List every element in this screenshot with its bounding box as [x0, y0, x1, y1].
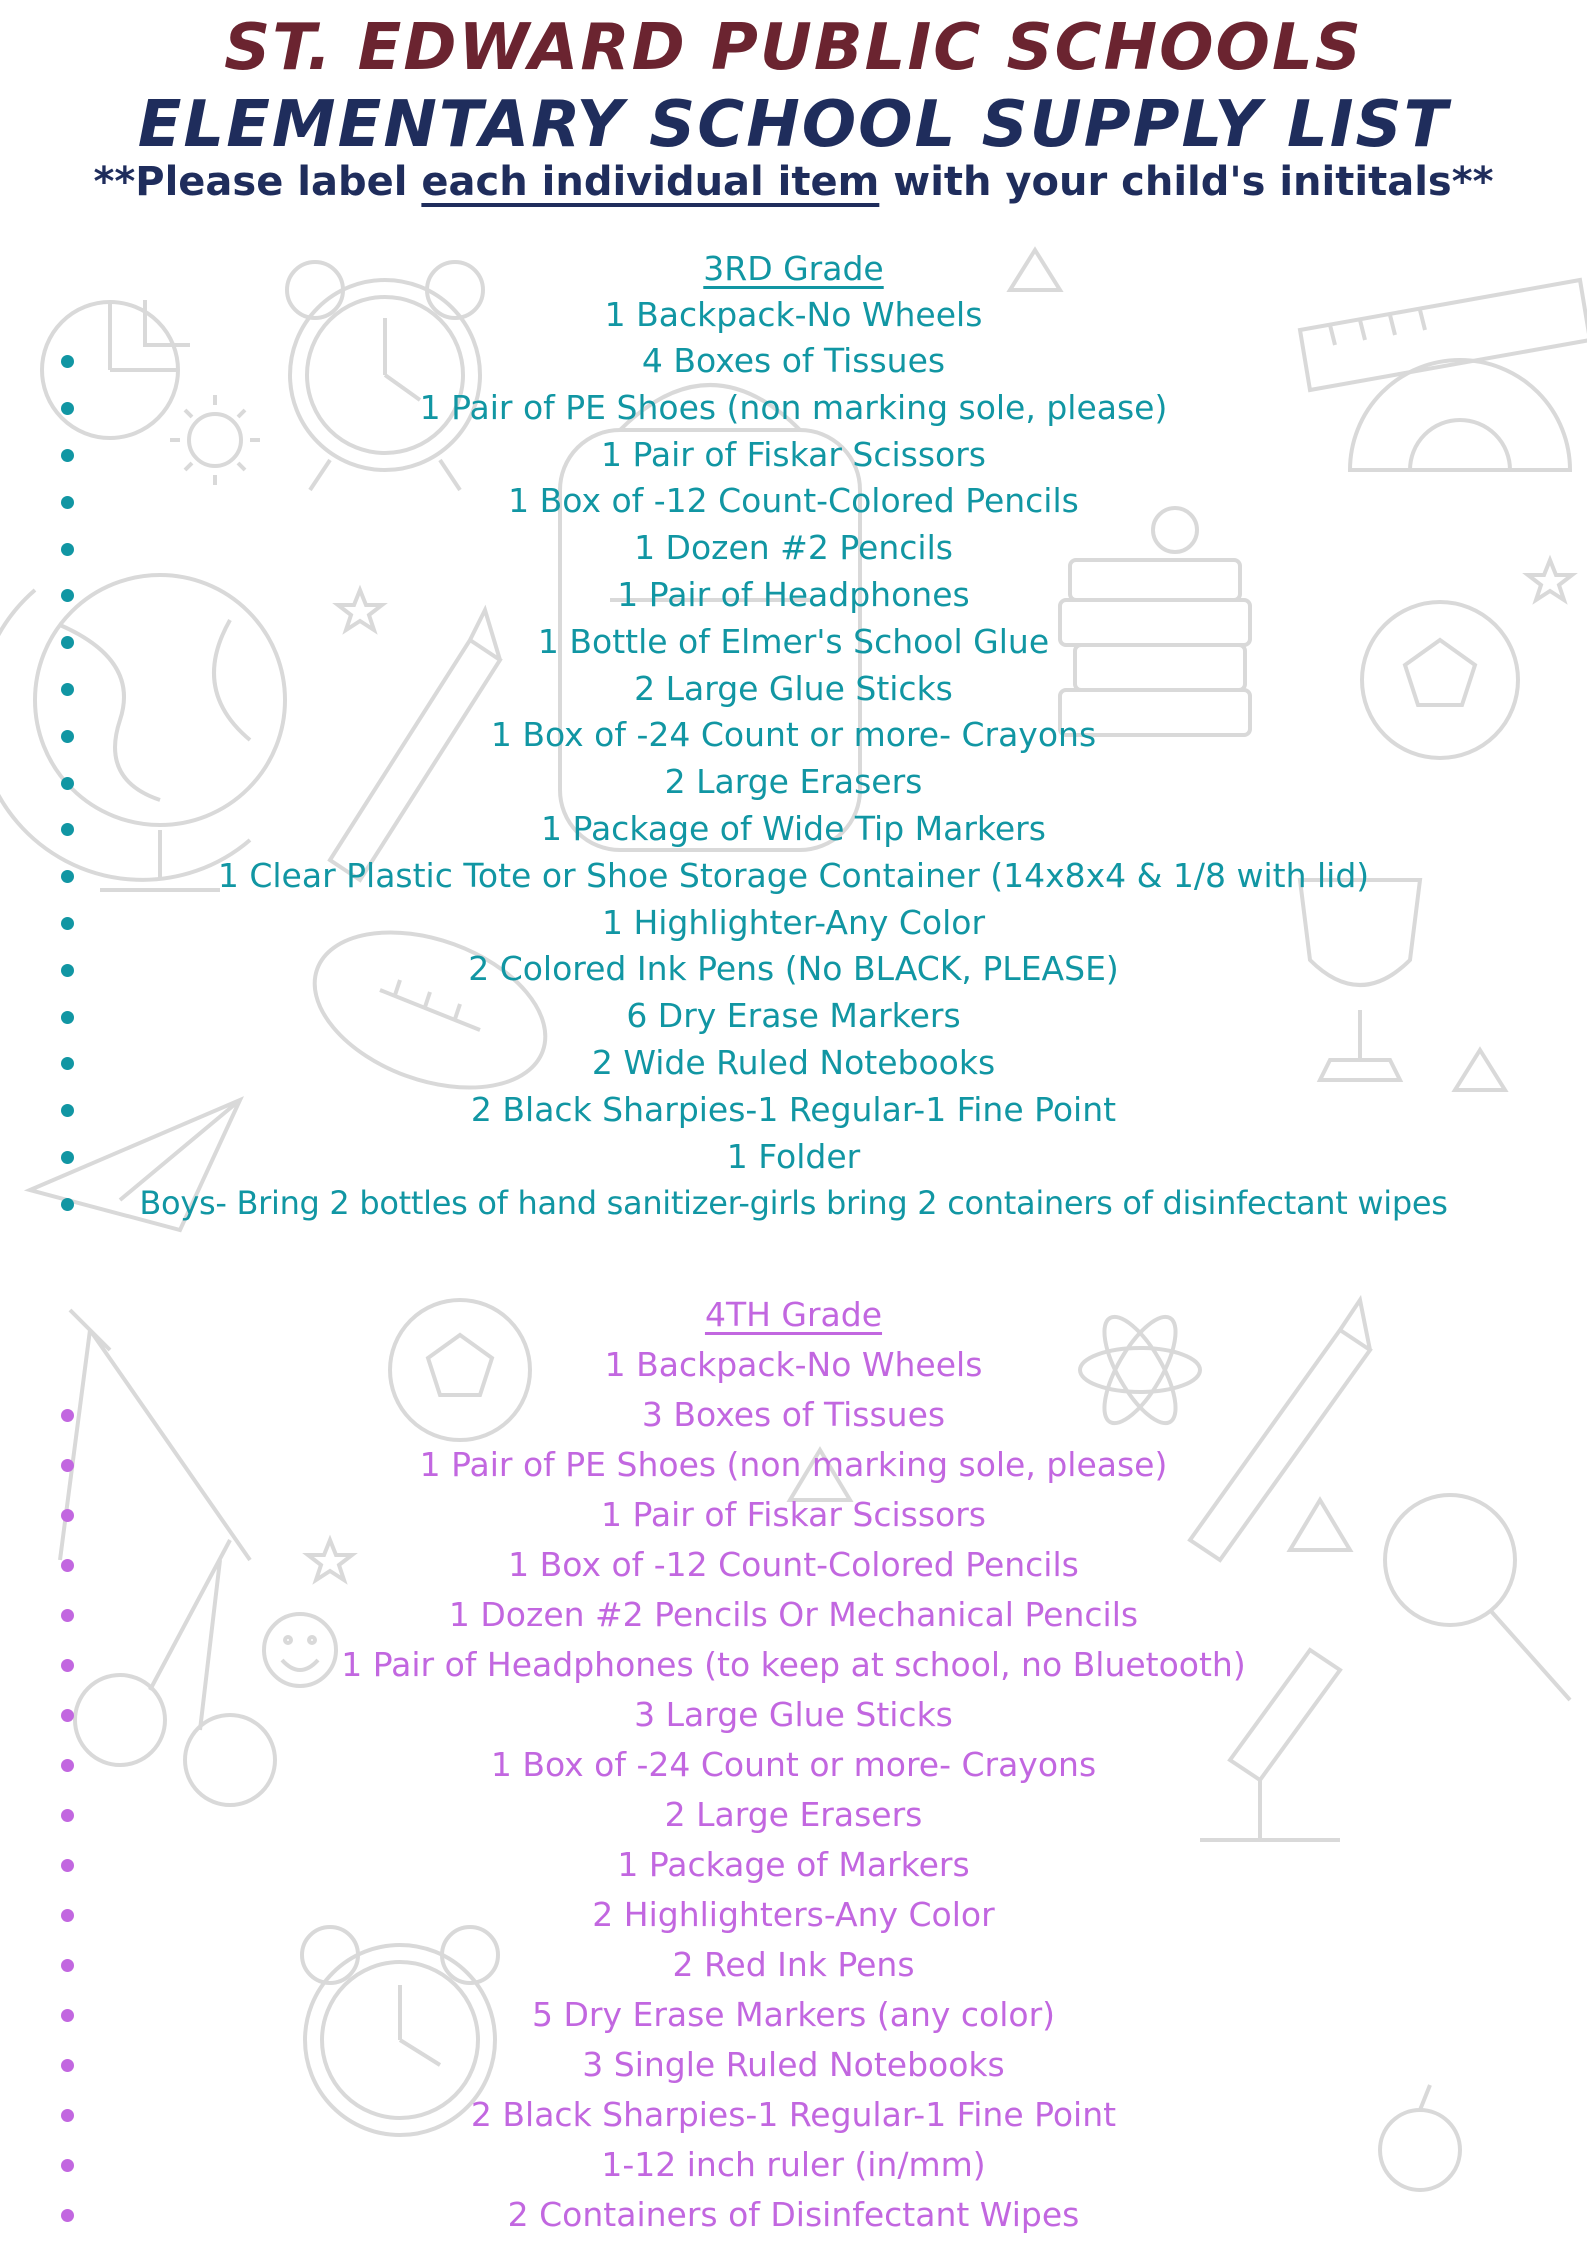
list-item	[0, 666, 1587, 713]
list-item-label: 1 Package of Wide Tip Markers	[541, 808, 1046, 848]
list-item-label: 1 Folder	[726, 1136, 861, 1176]
bullet-icon	[61, 2009, 74, 2022]
fourth-grade-heading: 4TH Grade	[704, 1295, 883, 1334]
list-item-label: 3 Large Glue Sticks	[634, 1695, 953, 1734]
list-item	[0, 993, 1587, 1040]
third-grade-heading: 3RD Grade	[703, 249, 884, 288]
bullet-icon	[61, 496, 74, 509]
list-item-label: 2 Large Glue Sticks	[634, 668, 953, 708]
bullet-icon	[61, 964, 74, 977]
third-grade-first-item: 1 Backpack-No Wheels	[604, 295, 983, 334]
list-item-label: 1 Box of -12 Count-Colored Pencils	[508, 481, 1079, 521]
third-grade-section	[0, 246, 1587, 1227]
note-prefix: **Please label	[93, 159, 422, 205]
list-item-label: 1 Pair of PE Shoes (non marking sole, please)	[419, 1445, 1168, 1484]
list-item-label: 6 Dry Erase Markers	[626, 996, 961, 1036]
bullet-icon	[61, 1011, 74, 1024]
list-item	[0, 525, 1587, 572]
list-item	[0, 1087, 1587, 1134]
bullet-icon	[61, 1104, 74, 1117]
list-item-label: 1 Bottle of Elmer's School Glue	[537, 621, 1050, 661]
list-item-label: 2 Black Sharpies-1 Regular-1 Fine Point	[470, 2095, 1117, 2134]
list-item	[0, 1180, 1587, 1227]
bullet-icon	[61, 1759, 74, 1772]
list-item	[0, 806, 1587, 853]
bullet-icon	[61, 1809, 74, 1822]
bullet-icon	[61, 2209, 74, 2222]
list-item	[0, 478, 1587, 525]
list-item-label: 3 Single Ruled Notebooks	[582, 2045, 1005, 2084]
fourth-grade-section	[0, 1290, 1587, 2240]
bullet-icon	[61, 1057, 74, 1070]
list-item-label: 2 Colored Ink Pens (No BLACK, PLEASE)	[468, 949, 1119, 989]
note-emphasis: each individual item	[421, 159, 880, 205]
bullet-icon	[61, 1509, 74, 1522]
bullet-icon	[61, 1151, 74, 1164]
list-item	[0, 432, 1587, 479]
list-item-label: 1 Box of -24 Count or more- Crayons	[490, 1745, 1097, 1784]
list-item	[0, 1390, 1587, 1440]
list-item	[0, 853, 1587, 900]
note-suffix: with your child's inititals**	[879, 159, 1494, 205]
list-item-label: 5 Dry Erase Markers (any color)	[531, 1995, 1056, 2034]
list-item	[0, 946, 1587, 993]
bullet-icon	[61, 589, 74, 602]
list-item	[0, 2140, 1587, 2190]
list-item-label: 2 Red Ink Pens	[672, 1945, 915, 1984]
list-item-label: 2 Highlighters-Any Color	[592, 1895, 995, 1934]
list-item-label: 1 Box of -24 Count or more- Crayons	[490, 715, 1097, 755]
list-item-label: Boys- Bring 2 bottles of hand sanitizer-girls bring 2 containers of disinfectant wipes	[139, 1184, 1448, 1223]
list-item	[0, 1440, 1587, 1490]
list-item-label: 1 Pair of Fiskar Scissors	[601, 434, 986, 474]
list-item	[0, 2040, 1587, 2090]
list-item-label: 1 Clear Plastic Tote or Shoe Storage Container (14x8x4 & 1/8 with lid)	[217, 855, 1370, 895]
list-item	[0, 338, 1587, 385]
list-item-label: 1 Highlighter-Any Color	[601, 902, 986, 942]
list-item	[0, 572, 1587, 619]
bullet-icon	[61, 2109, 74, 2122]
bullet-icon	[61, 636, 74, 649]
fourth-grade-item-list	[0, 1390, 1587, 2240]
list-item	[0, 1640, 1587, 1690]
list-item	[0, 1590, 1587, 1640]
school-name-title: ST. EDWARD PUBLIC SCHOOLS	[224, 11, 1363, 85]
label-instruction-note	[0, 152, 1587, 212]
bullet-icon	[61, 1409, 74, 1422]
list-item	[0, 1940, 1587, 1990]
list-item-label: 1-12 inch ruler (in/mm)	[601, 2145, 986, 2184]
list-item-label: 1 Dozen #2 Pencils Or Mechanical Pencils	[448, 1595, 1139, 1634]
bullet-icon	[61, 402, 74, 415]
bullet-icon	[61, 2059, 74, 2072]
list-item	[0, 1840, 1587, 1890]
bullet-icon	[61, 823, 74, 836]
list-item	[0, 2190, 1587, 2240]
bullet-icon	[61, 1959, 74, 1972]
bullet-icon	[61, 917, 74, 930]
bullet-icon	[61, 1859, 74, 1872]
bullet-icon	[61, 777, 74, 790]
bullet-icon	[61, 1559, 74, 1572]
list-item	[0, 1990, 1587, 2040]
bullet-icon	[61, 543, 74, 556]
bullet-icon	[61, 1659, 74, 1672]
supply-list-title: ELEMENTARY SCHOOL SUPPLY LIST	[137, 88, 1450, 162]
bullet-icon	[61, 449, 74, 462]
list-item	[0, 900, 1587, 947]
list-item-label: 1 Pair of Headphones	[617, 574, 970, 614]
bullet-icon	[61, 1909, 74, 1922]
third-grade-item-list	[0, 338, 1587, 1227]
list-item	[0, 1540, 1587, 1590]
list-item	[0, 619, 1587, 666]
list-item-label: 1 Dozen #2 Pencils	[634, 528, 953, 568]
bullet-icon	[61, 2159, 74, 2172]
list-item	[0, 1740, 1587, 1790]
list-item-label: 1 Pair of PE Shoes (non marking sole, please)	[419, 387, 1168, 427]
list-item-label: 1 Pair of Headphones (to keep at school, no Bluetooth)	[341, 1645, 1246, 1684]
list-item-label: 4 Boxes of Tissues	[641, 341, 946, 380]
list-item	[0, 2090, 1587, 2140]
bullet-icon	[61, 1709, 74, 1722]
list-item	[0, 1134, 1587, 1181]
list-item	[0, 1490, 1587, 1540]
list-item-label: 3 Boxes of Tissues	[641, 1395, 946, 1434]
list-item-label: 2 Wide Ruled Notebooks	[591, 1042, 996, 1082]
fourth-grade-first-item: 1 Backpack-No Wheels	[604, 1345, 983, 1384]
list-item-label: 2 Large Erasers	[664, 762, 923, 802]
list-item	[0, 385, 1587, 432]
bullet-icon	[61, 683, 74, 696]
list-item	[0, 759, 1587, 806]
list-item-label: 1 Pair of Fiskar Scissors	[601, 1495, 986, 1534]
list-item-label: 2 Large Erasers	[664, 1795, 923, 1834]
bullet-icon	[61, 1459, 74, 1472]
list-item	[0, 1690, 1587, 1740]
list-item	[0, 712, 1587, 759]
bullet-icon	[61, 355, 74, 368]
list-item	[0, 1040, 1587, 1087]
list-item-label: 2 Black Sharpies-1 Regular-1 Fine Point	[470, 1089, 1117, 1129]
list-item-label: 1 Package of Markers	[617, 1845, 970, 1884]
bullet-icon	[61, 1609, 74, 1622]
bullet-icon	[61, 730, 74, 743]
bullet-icon	[61, 870, 74, 883]
list-item-label: 1 Box of -12 Count-Colored Pencils	[508, 1545, 1079, 1584]
bullet-icon	[61, 1198, 74, 1211]
list-item	[0, 1890, 1587, 1940]
list-item-label: 2 Containers of Disinfectant Wipes	[507, 2195, 1080, 2234]
list-item	[0, 1790, 1587, 1840]
